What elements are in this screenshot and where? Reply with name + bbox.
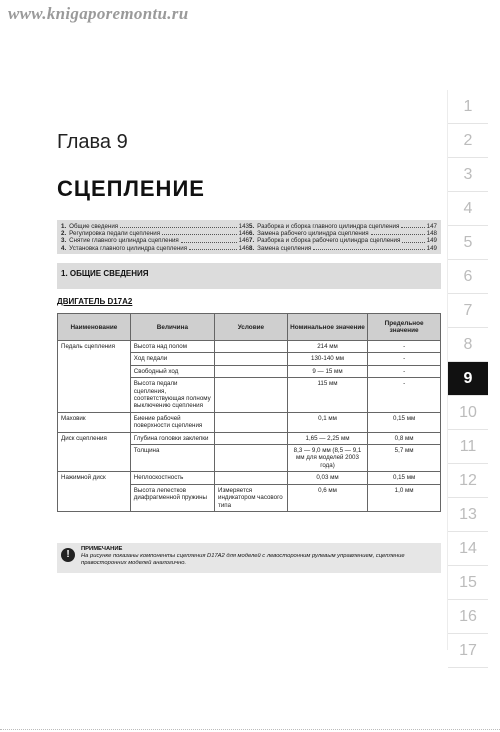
chapter-tab-6[interactable]: 6 bbox=[448, 260, 488, 294]
component-name-cell: Педаль сцепления bbox=[58, 341, 131, 413]
spec-table-header-row bbox=[58, 314, 441, 341]
spec-table-header-cell: Условие bbox=[215, 314, 288, 341]
nominal-value-cell: 0,6 мм bbox=[287, 484, 367, 511]
limit-value-cell: 0,15 мм bbox=[368, 412, 441, 432]
chapter-tab-10[interactable]: 10 bbox=[448, 396, 488, 430]
toc-dots bbox=[371, 230, 425, 235]
nominal-value-cell: 8,3 — 9,0 мм (8,5 — 9,1 мм для моделей 2003 года) bbox=[287, 445, 367, 472]
toc-dots bbox=[401, 223, 424, 228]
note-title: ПРИМЕЧАНИЕ bbox=[81, 546, 123, 552]
toc-dots bbox=[313, 245, 424, 250]
toc-item[interactable] bbox=[61, 237, 249, 244]
toc-column-left bbox=[61, 223, 249, 251]
bottom-divider bbox=[0, 728, 500, 730]
toc-item-number: 3. bbox=[61, 237, 67, 245]
toc-item-page: 147 bbox=[426, 223, 437, 230]
toc-dots bbox=[181, 237, 237, 242]
chapter-tab-2[interactable]: 2 bbox=[448, 124, 488, 158]
condition-cell bbox=[215, 432, 288, 444]
spec-table-header-cell: Номинальное значение bbox=[287, 314, 367, 341]
toc-item-number: 5. bbox=[249, 223, 255, 230]
toc-item[interactable] bbox=[249, 245, 437, 252]
component-name-cell: Нажимной диск bbox=[58, 472, 131, 512]
condition-cell bbox=[215, 341, 288, 353]
toc-item-page: 149 bbox=[426, 244, 437, 252]
limit-value-cell: 0,15 мм bbox=[368, 472, 441, 484]
toc-item-text: Установка главного цилиндра сцепления bbox=[69, 244, 188, 252]
toc-item[interactable] bbox=[61, 230, 249, 237]
condition-cell: Измеряется индикатором часового типа bbox=[215, 484, 288, 511]
condition-cell bbox=[215, 353, 288, 365]
nominal-value-cell: 130-140 мм bbox=[287, 353, 367, 365]
toc-dots bbox=[162, 230, 237, 235]
parameter-cell: Высота лепестков диафрагменной пружины bbox=[130, 484, 214, 511]
toc-item-number: 4. bbox=[61, 244, 67, 252]
parameter-cell: Ход педали bbox=[130, 353, 214, 365]
chapter-tabs bbox=[448, 90, 488, 668]
note-body bbox=[81, 546, 437, 567]
toc-item-page: 146 bbox=[238, 230, 249, 238]
spec-table bbox=[57, 313, 441, 512]
limit-value-cell: - bbox=[368, 378, 441, 413]
limit-value-cell: - bbox=[368, 341, 441, 353]
condition-cell bbox=[215, 472, 288, 484]
toc-item-page: 146 bbox=[238, 237, 249, 245]
chapter-tab-16[interactable]: 16 bbox=[448, 600, 488, 634]
chapter-tab-14[interactable]: 14 bbox=[448, 532, 488, 566]
chapter-tab-17[interactable]: 17 bbox=[448, 634, 488, 668]
engine-title: ДВИГАТЕЛЬ D17A2 bbox=[57, 297, 133, 306]
chapter-tab-8[interactable]: 8 bbox=[448, 328, 488, 362]
limit-value-cell: 0,8 мм bbox=[368, 432, 441, 444]
chapter-tab-3[interactable]: 3 bbox=[448, 158, 488, 192]
chapter-title: СЦЕПЛЕНИЕ bbox=[57, 176, 205, 201]
condition-cell bbox=[215, 378, 288, 413]
toc-item-text: Регулировка педали сцепления bbox=[69, 230, 161, 238]
toc-item-number: 6. bbox=[249, 230, 255, 238]
nominal-value-cell: 214 мм bbox=[287, 341, 367, 353]
toc-item-text: Снятие главного цилиндра сцепления bbox=[69, 237, 179, 245]
toc-item-text: Разборка и сборка главного цилиндра сцепления bbox=[257, 223, 400, 230]
toc-dots bbox=[189, 245, 237, 250]
parameter-cell: Высота педали сцепления, соответствующая полному выключению сцепления bbox=[130, 378, 214, 413]
chapter-tab-5[interactable]: 5 bbox=[448, 226, 488, 260]
toc-item-page: 149 bbox=[426, 237, 437, 245]
nominal-value-cell: 0,1 мм bbox=[287, 412, 367, 432]
condition-cell bbox=[215, 412, 288, 432]
chapter-tab-13[interactable]: 13 bbox=[448, 498, 488, 532]
chapter-tab-7[interactable]: 7 bbox=[448, 294, 488, 328]
toc-item-number: 8. bbox=[249, 244, 255, 252]
parameter-cell: Высота над полом bbox=[130, 341, 214, 353]
table-row bbox=[58, 341, 441, 353]
toc-item-text: Разборка и сборка рабочего цилиндра сцепления bbox=[257, 237, 401, 245]
chapter-tab-9[interactable]: 9 bbox=[448, 362, 488, 396]
toc-item[interactable] bbox=[249, 223, 437, 230]
limit-value-cell: - bbox=[368, 365, 441, 377]
toc-dots bbox=[402, 237, 424, 242]
toc-item[interactable] bbox=[249, 230, 437, 237]
chapter-tab-4[interactable]: 4 bbox=[448, 192, 488, 226]
spec-table-header-cell: Величина bbox=[130, 314, 214, 341]
toc-item-number: 2. bbox=[61, 230, 67, 238]
table-row bbox=[58, 412, 441, 432]
table-of-contents bbox=[57, 220, 441, 254]
chapter-tab-12[interactable]: 12 bbox=[448, 464, 488, 498]
component-name-cell: Маховик bbox=[58, 412, 131, 432]
nominal-value-cell: 0,03 мм bbox=[287, 472, 367, 484]
watermark: www.knigaporemontu.ru bbox=[8, 4, 189, 23]
parameter-cell: Толщина bbox=[130, 445, 214, 472]
section-heading: 1. ОБЩИЕ СВЕДЕНИЯ bbox=[57, 263, 441, 289]
parameter-cell: Биение рабочей поверхности сцепления bbox=[130, 412, 214, 432]
toc-dots bbox=[120, 223, 237, 228]
condition-cell bbox=[215, 445, 288, 472]
toc-item[interactable] bbox=[61, 223, 249, 230]
component-name-cell: Диск сцепления bbox=[58, 432, 131, 472]
spec-table-header-cell: Наименование bbox=[58, 314, 131, 341]
toc-item-number: 1. bbox=[61, 223, 67, 230]
toc-item-page: 148 bbox=[426, 230, 437, 238]
chapter-tab-1[interactable]: 1 bbox=[448, 90, 488, 124]
toc-item[interactable] bbox=[61, 245, 249, 252]
spec-table-header-cell: Предельное значение bbox=[368, 314, 441, 341]
toc-item[interactable] bbox=[249, 237, 437, 244]
note-text: На рисунке показаны компоненты сцепления D17A2 для моделей с левосторонним рулевым управлением, сцепление правосторонних моделей аналогично. bbox=[81, 553, 405, 566]
chapter-tab-15[interactable]: 15 bbox=[448, 566, 488, 600]
parameter-cell: Глубина головки заклепки bbox=[130, 432, 214, 444]
chapter-label: Глава 9 bbox=[57, 131, 128, 153]
toc-item-text: Замена рабочего цилиндра сцепления bbox=[257, 230, 369, 238]
limit-value-cell: - bbox=[368, 353, 441, 365]
nominal-value-cell: 9 — 15 мм bbox=[287, 365, 367, 377]
nominal-value-cell: 1,65 — 2,25 мм bbox=[287, 432, 367, 444]
limit-value-cell: 5,7 мм bbox=[368, 445, 441, 472]
note-box bbox=[57, 543, 441, 573]
table-row bbox=[58, 472, 441, 484]
chapter-tab-11[interactable]: 11 bbox=[448, 430, 488, 464]
toc-column-right bbox=[249, 223, 437, 251]
limit-value-cell: 1,0 мм bbox=[368, 484, 441, 511]
toc-item-page: 143 bbox=[238, 223, 249, 230]
parameter-cell: Свободный ход bbox=[130, 365, 214, 377]
nominal-value-cell: 115 мм bbox=[287, 378, 367, 413]
toc-item-page: 146 bbox=[238, 244, 249, 252]
toc-item-number: 7. bbox=[249, 237, 255, 245]
note-icon: ! bbox=[61, 548, 75, 562]
toc-item-text: Общие сведения bbox=[69, 223, 119, 230]
parameter-cell: Неплоскостность bbox=[130, 472, 214, 484]
condition-cell bbox=[215, 365, 288, 377]
table-row bbox=[58, 432, 441, 444]
toc-item-text: Замена сцепления bbox=[257, 244, 312, 252]
